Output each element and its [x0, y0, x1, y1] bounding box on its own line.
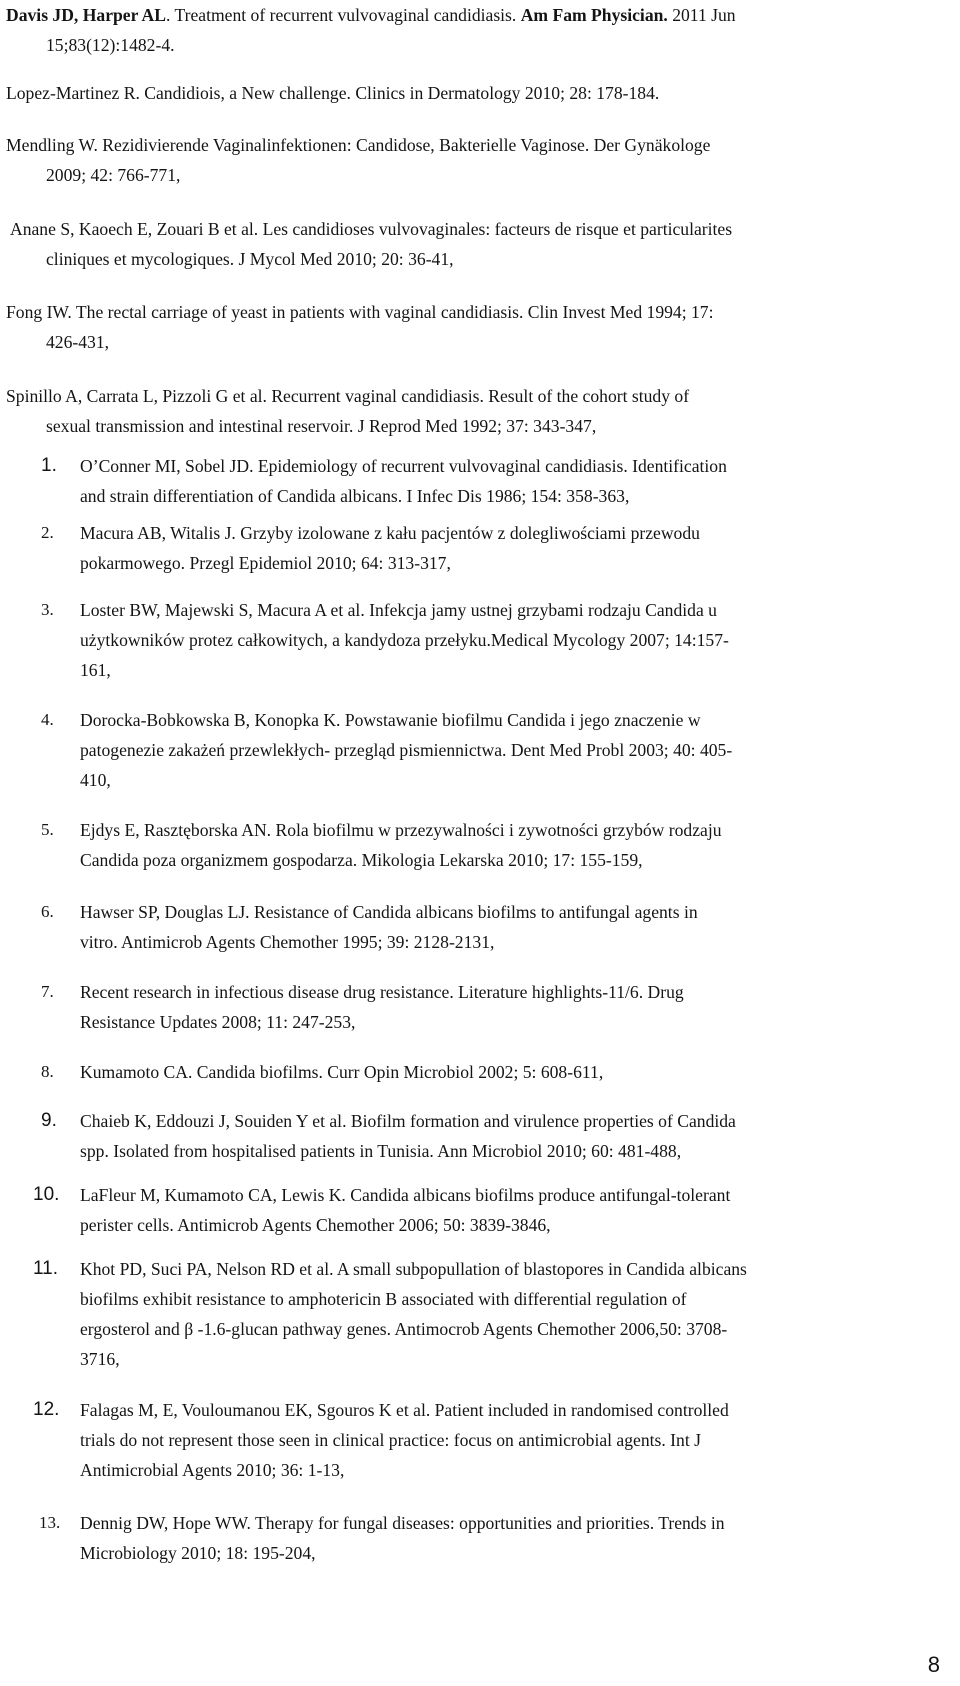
reference-item: [0, 1057, 960, 1087]
reference-number: 2.: [41, 523, 54, 542]
reference-number: 4.: [41, 710, 54, 729]
reference-line: Resistance Updates 2008; 11: 247-253,: [80, 1012, 356, 1032]
reference-line: and strain differentiation of Candida albicans. I Infec Dis 1986; 154: 358-363,: [80, 486, 630, 506]
reference-line: 410,: [80, 770, 111, 790]
reference-line: Ejdys E, Rasztęborska AN. Rola biofilmu w przezywalności i zywotności grzybów rodzaju: [80, 820, 722, 840]
reference-item: [0, 451, 960, 511]
reference-item: [0, 897, 960, 957]
reference-number: 11.: [33, 1258, 59, 1279]
reference-item: [0, 595, 960, 685]
reference-line: LaFleur M, Kumamoto CA, Lewis K. Candida albicans biofilms produce antifungal-tolerant: [80, 1185, 731, 1205]
reference-number: 7.: [41, 982, 54, 1001]
reference-line: Recent research in infectious disease drug resistance. Literature highlights-11/6. Drug: [80, 982, 684, 1002]
reference-number: 10.: [33, 1184, 60, 1205]
reference-entry: [0, 0, 946, 60]
reference-line: perister cells. Antimicrob Agents Chemother 2006; 50: 3839-3846,: [80, 1215, 551, 1235]
reference-line: Spinillo A, Carrata L, Pizzoli G et al. Recurrent vaginal candidiasis. Result of the cohort study of: [6, 386, 690, 406]
reference-number: 1.: [41, 455, 57, 476]
reference-line: Dennig DW, Hope WW. Therapy for fungal diseases: opportunities and priorities. Trends in: [80, 1513, 725, 1533]
reference-line: użytkowników protez całkowitych, a kandydoza przełyku.Medical Mycology 2007; 14:157-: [80, 630, 729, 650]
reference-line: Dorocka-Bobkowska B, Konopka K. Powstawanie biofilmu Candida i jego znaczenie w: [80, 710, 701, 730]
reference-entry: [0, 297, 946, 357]
reference-line: Davis JD, Harper AL. Treatment of recurrent vulvovaginal candidiasis. Am Fam Physician. 2011 Jun: [6, 5, 736, 25]
reference-item: [0, 977, 960, 1037]
reference-line: 15;83(12):1482-4.: [46, 35, 175, 55]
reference-line: biofilms exhibit resistance to amphotericin B associated with differential regulation of: [80, 1289, 687, 1309]
reference-line: Antimicrobial Agents 2010; 36: 1-13,: [80, 1460, 345, 1480]
reference-line: Falagas M, E, Vouloumanou EK, Sgouros K et al. Patient included in randomised controlled: [80, 1400, 729, 1420]
reference-journal: Am Fam Physician.: [520, 5, 668, 25]
reference-item: [0, 815, 960, 875]
reference-line: vitro. Antimicrob Agents Chemother 1995; 39: 2128-2131,: [80, 932, 495, 952]
reference-line: 2009; 42: 766-771,: [46, 165, 181, 185]
reference-line: Microbiology 2010; 18: 195-204,: [80, 1543, 316, 1563]
reference-entry: [0, 214, 946, 274]
reference-line: O’Conner MI, Sobel JD. Epidemiology of recurrent vulvovaginal candidiasis. Identification: [80, 456, 727, 476]
reference-item: [0, 518, 960, 578]
reference-line: patogenezie zakażeń przewlekłych- przegląd pismiennictwa. Dent Med Probl 2003; 40: 405-: [80, 740, 733, 760]
reference-line: Kumamoto CA. Candida biofilms. Curr Opin Microbiol 2002; 5: 608-611,: [80, 1062, 604, 1082]
reference-line: 426-431,: [46, 332, 110, 352]
reference-authors: Davis JD, Harper AL: [6, 5, 166, 25]
reference-line: ergosterol and β -1.6-glucan pathway genes. Antimocrob Agents Chemother 2006,50: 3708-: [80, 1319, 728, 1339]
reference-line: Anane S, Kaoech E, Zouari B et al. Les candidioses vulvovaginales: facteurs de risque et particularites: [10, 219, 733, 239]
reference-line: trials do not represent those seen in clinical practice: focus on antimicrobial agents. Int J: [80, 1430, 701, 1450]
reference-number: 5.: [41, 820, 54, 839]
reference-number: 8.: [41, 1062, 54, 1081]
reference-line: Khot PD, Suci PA, Nelson RD et al. A small subpopullation of blastopores in Candida albicans: [80, 1259, 747, 1279]
reference-number: 13.: [39, 1513, 61, 1532]
reference-line: Lopez-Martinez R. Candidiois, a New challenge. Clinics in Dermatology 2010; 28: 178-184.: [6, 83, 660, 103]
reference-line: Hawser SP, Douglas LJ. Resistance of Candida albicans biofilms to antifungal agents in: [80, 902, 698, 922]
reference-entry: [0, 130, 946, 190]
reference-line: Fong IW. The rectal carriage of yeast in patients with vaginal candidiasis. Clin Invest Med 1994; 17:: [6, 302, 714, 322]
reference-entry: [0, 381, 946, 441]
reference-item: [0, 1508, 960, 1568]
reference-line: sexual transmission and intestinal reservoir. J Reprod Med 1992; 37: 343-347,: [46, 416, 597, 436]
reference-item: [0, 705, 960, 795]
reference-line: 3716,: [80, 1349, 120, 1369]
reference-item: [0, 1180, 960, 1240]
reference-number: 9.: [41, 1110, 57, 1131]
reference-line: cliniques et mycologiques. J Mycol Med 2010; 20: 36-41,: [46, 249, 454, 269]
reference-item: [0, 1106, 960, 1166]
reference-number: 3.: [41, 600, 54, 619]
page-number: 8: [927, 1652, 940, 1677]
reference-line: Mendling W. Rezidivierende Vaginalinfektionen: Candidose, Bakterielle Vaginose. Der Gynäkologe: [6, 135, 711, 155]
reference-number: 6.: [41, 902, 54, 921]
reference-line: Candida poza organizmem gospodarza. Mikologia Lekarska 2010; 17: 155-159,: [80, 850, 643, 870]
reference-line: Macura AB, Witalis J. Grzyby izolowane z kału pacjentów z dolegliwościami przewodu: [80, 523, 700, 543]
reference-entry: [0, 78, 946, 108]
reference-line: Loster BW, Majewski S, Macura A et al. Infekcja jamy ustnej grzybami rodzaju Candida u: [80, 600, 717, 620]
reference-item: [0, 1254, 960, 1374]
reference-line: pokarmowego. Przegl Epidemiol 2010; 64: 313-317,: [80, 553, 451, 573]
reference-number: 12.: [33, 1399, 60, 1420]
reference-item: [0, 1395, 960, 1485]
reference-line: 161,: [80, 660, 111, 680]
reference-line: Chaieb K, Eddouzi J, Souiden Y et al. Biofilm formation and virulence properties of Candida: [80, 1111, 736, 1131]
reference-line: spp. Isolated from hospitalised patients in Tunisia. Ann Microbiol 2010; 60: 481-488,: [80, 1141, 682, 1161]
